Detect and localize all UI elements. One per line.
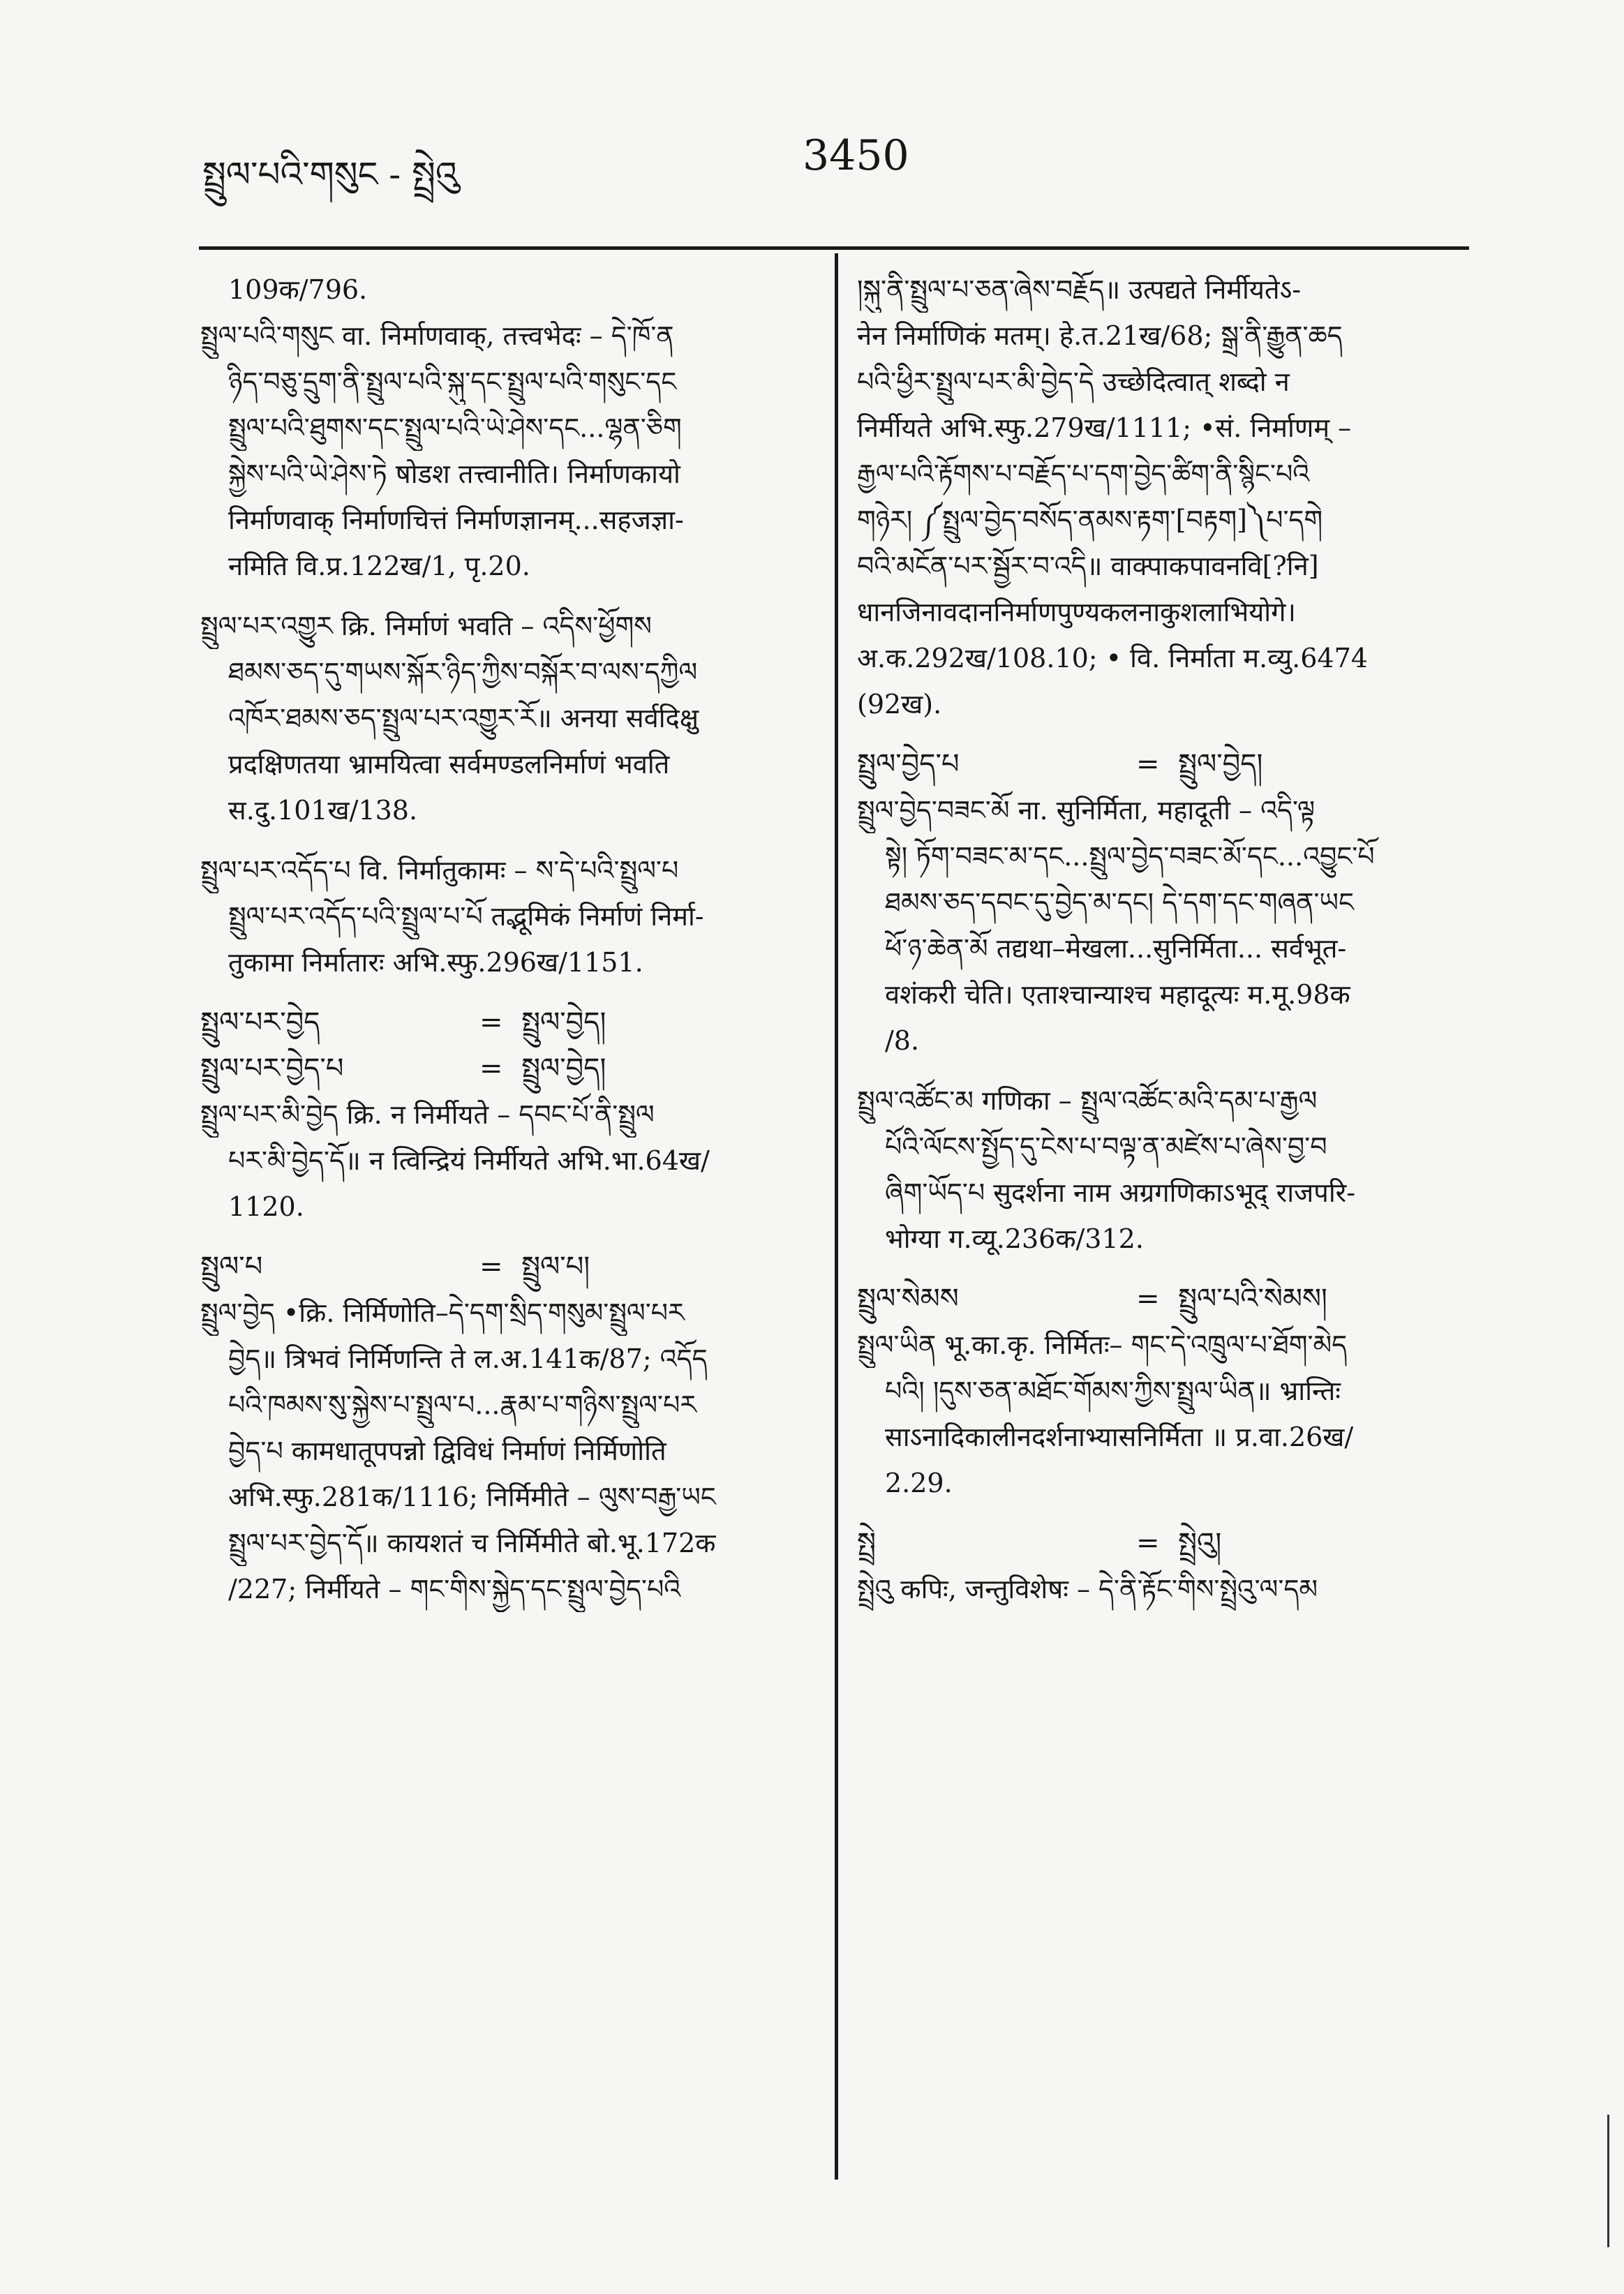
entry-gap bbox=[857, 1262, 1471, 1276]
text-line: (92ख). bbox=[857, 689, 942, 720]
text-line: निर्मीयते अभि.स्फु.279ख/1111; •सं. निर्माणम् – bbox=[857, 412, 1352, 443]
cross-reference-entry bbox=[200, 1244, 818, 1290]
cross-reference-entry bbox=[857, 1520, 1471, 1566]
margin-mark bbox=[1607, 2115, 1609, 2247]
text-line: སྐྱེས་པའི་ཡེ་ཤེས་ཏེ षोडश तत्त्वानीति। निर्माणकायो bbox=[228, 459, 680, 489]
equals-sign: = bbox=[1136, 1283, 1160, 1315]
reference-target: སྤྲེའུ། bbox=[1178, 1527, 1222, 1559]
headword: སྤྲེ bbox=[857, 1527, 876, 1559]
text-line: ཕོ་ཉ་ཆེན་མོ तद्यथा–मेखला...सुनिर्मिता... सर्वभूत- bbox=[885, 933, 1347, 964]
text-line: ཐམས་ཅད་དུ་གཡས་སྐོར་ཉིད་ཀྱིས་བསྐོར་བ་ལས་དཀྱིལ bbox=[228, 657, 698, 687]
text-line: སྤྲུལ་པར་འདོད་པའི་སྤྲུལ་པ་པོ तद्भूमिकं निर्माणं निर्मा- bbox=[228, 901, 704, 932]
header-rule bbox=[199, 246, 1469, 250]
text-line: साऽनादिकालीनदर्शनाभ्यासनिर्मिता ॥ प्र.वा.26ख/ bbox=[885, 1422, 1354, 1452]
entry-gap bbox=[200, 833, 818, 847]
entry-gap bbox=[857, 1064, 1471, 1078]
text-line: བྱེད་པ कामधातूपपन्नो द्विविधं निर्माणं निर्मिणोति bbox=[228, 1436, 666, 1466]
text-line: भोग्या ग.व्यू.236क/312. bbox=[885, 1223, 1144, 1254]
headword: སྤྲུལ་པར་བྱེད bbox=[200, 1006, 320, 1038]
text-line: तुकामा निर्मातारः अभि.स्फु.296ख/1151. bbox=[228, 947, 643, 978]
text-line: ཉིད་བཅུ་དྲུག་ནི་སྤྲུལ་པའི་སྐུ་དང་སྤྲུལ་པའི་གསུང་དང bbox=[228, 366, 677, 397]
column-divider bbox=[835, 253, 838, 2180]
text-line: निर्माणवाक् निर्माणचित्तं निर्माणज्ञानम्...सहजज्ञा- bbox=[228, 505, 684, 535]
text-line: གཉེར། ༼སྤྲུལ་བྱེད་བསོད་ནམས་རྟག་[བརྟག]༽པ་དགེ bbox=[857, 505, 1323, 535]
text-line: स.दु.101ख/138. bbox=[228, 795, 418, 826]
text-line: नेन निर्माणिकं मतम्। हे.त.21ख/68; སྒྲ་ནི་རྒྱུན་ཆད bbox=[857, 320, 1343, 351]
text-line: བྱེད॥ त्रिभवं निर्मिणन्ति ते ल.अ.141क/87; འདོད bbox=[228, 1343, 708, 1374]
text-line: སྤྲུལ་པར་མི་བྱེད क्रि. न निर्मीयते – དབང་པོ་ནི་སྤྲུལ bbox=[200, 1099, 655, 1130]
entry-gap bbox=[857, 727, 1471, 741]
text-line: वशंकरी चेति। एताश्चान्याश्च महादूत्यः म.मू.98क bbox=[885, 979, 1350, 1010]
cross-reference-entry bbox=[200, 1045, 818, 1092]
text-line: 109क/796. bbox=[228, 274, 368, 305]
text-line: །སྐུ་ནི་སྤྲུལ་པ་ཅན་ཞེས་བརྗོད॥ उत्पद्यते निर्मीयतेऽ- bbox=[857, 274, 1302, 305]
text-line: प्रदक्षिणतया भ्रामयित्वा सर्वमण्डलनिर्माणं भवति bbox=[228, 749, 670, 780]
text-line: སྤྲུལ་བྱེད་བཟང་མོ ना. सुनिर्मिता, महादूती – འདི་ལྟ bbox=[857, 795, 1316, 826]
text-line: སྤྲུལ་པའི་ཐུགས་དང་སྤྲུལ་པའི་ཡེ་ཤེས་དང...ལྷན་ཅིག bbox=[228, 412, 682, 443]
text-line: ཞིག་ཡོད་པ सुदर्शना नाम अग्रगणिकाऽभूद् राजपरि- bbox=[885, 1177, 1356, 1208]
equals-sign: = bbox=[479, 1006, 503, 1038]
text-line: པར་མི་བྱེད་དོ॥ न त्विन्द्रियं निर्मीयते अभि.भा.64ख/ bbox=[228, 1145, 710, 1176]
text-line: धानजिनावदाननिर्माणपुण्यकलनाकुशलाभियोगे। bbox=[857, 597, 1296, 627]
reference-target: སྤྲུལ་བྱེད། bbox=[1178, 748, 1263, 780]
text-line: /8. bbox=[885, 1025, 920, 1056]
text-line: པའི་ཕྱིར་སྤྲུལ་པར་མི་བྱེད་དེ उच्छेदित्वात् शब्दो न bbox=[857, 366, 1290, 397]
text-line: अ.क.292ख/108.10; • वि. निर्माता म.व्यु.6474 bbox=[857, 643, 1368, 673]
right-column bbox=[857, 267, 1471, 1612]
headword: སྤྲུལ་བྱེད་པ bbox=[857, 748, 960, 780]
text-line: /227; निर्मीयते – གང་གིས་སྐྱེད་དང་སྤྲུལ་བྱེད་པའི bbox=[228, 1574, 681, 1604]
text-line: སྤྲུལ་བྱེད •क्रि. निर्मिणोति–དེ་དག་སྲིད་གསུམ་སྤྲུལ་པར bbox=[200, 1297, 685, 1328]
entry-gap bbox=[200, 985, 818, 999]
text-line: པའི་ཁམས་སུ་སྐྱེས་པ་སྤྲུལ་པ...རྣམ་པ་གཉིས་སྤྲུལ་པར bbox=[228, 1390, 697, 1420]
entry-gap bbox=[200, 1230, 818, 1244]
text-line: ཐམས་ཅད་དབང་དུ་བྱེད་མ་དང། དེ་དག་དང་གཞན་ཡང bbox=[885, 887, 1354, 918]
reference-target: སྤྲུལ་བྱེད། bbox=[521, 1052, 606, 1085]
text-line: अभि.स्फु.281क/1116; निर्मिमीते – ལུས་བརྒྱ་ཡང bbox=[228, 1482, 716, 1512]
text-line: སྤྲུལ་འཚོང་མ गणिका – སྤྲུལ་འཚོང་མའི་དམ་པ་རྒྱལ bbox=[857, 1085, 1318, 1116]
text-line: སྤྲེའུ कपिः, जन्तुविशेषः – དེ་ནི་རྟོང་གིས་སྤྲེའུ་ལ་དམ bbox=[857, 1574, 1318, 1604]
equals-sign: = bbox=[1136, 1527, 1160, 1559]
running-head: སྤྲུལ་པའི་གསུང - སྤྲེའུ bbox=[202, 154, 459, 195]
headword: སྤྲུལ་པར་བྱེད་པ bbox=[200, 1052, 344, 1085]
reference-target: སྤྲུལ་པའི་སེམས། bbox=[1178, 1283, 1327, 1315]
text-line: 2.29. bbox=[885, 1468, 953, 1498]
page-number: 3450 bbox=[803, 131, 909, 180]
text-line: སྟེ། ཏོག་བཟང་མ་དང...སྤྲུལ་བྱེད་བཟང་མོ་དང...འབྱུང་པོ bbox=[885, 841, 1375, 872]
cross-reference-entry bbox=[857, 741, 1471, 787]
entry-gap bbox=[200, 589, 818, 603]
left-column bbox=[200, 267, 818, 1612]
cross-reference-entry bbox=[857, 1276, 1471, 1322]
reference-target: སྤྲུལ་པ། bbox=[521, 1251, 590, 1283]
text-line: བའི་མངོན་པར་སྦྱོར་བ་འདི॥ वाक्पाकपावनवि[?नि] bbox=[857, 551, 1319, 581]
text-line: རྒྱལ་པའི་རྟོགས་པ་བརྗོད་པ་དག་བྱེད་ཚིག་ནི་སྙིང་པའི bbox=[857, 459, 1310, 489]
text-line: སྤྲུལ་པར་འགྱུར क्रि. निर्माणं भवति – འདིས་ཕྱོགས bbox=[200, 611, 652, 641]
text-line: འཁོར་ཐམས་ཅད་སྤྲུལ་པར་འགྱུར་རོ॥ अनया सर्वदिक्षु bbox=[228, 703, 699, 733]
headword: སྤྲུལ་སེམས bbox=[857, 1283, 959, 1315]
equals-sign: = bbox=[1136, 748, 1160, 780]
cross-reference-entry bbox=[200, 999, 818, 1045]
headword: སྤྲུལ་པ bbox=[200, 1251, 263, 1283]
entry-gap bbox=[857, 1506, 1471, 1520]
text-line: नमिति वि.प्र.122ख/1, पृ.20. bbox=[228, 551, 530, 581]
reference-target: སྤྲུལ་བྱེད། bbox=[521, 1006, 606, 1038]
text-line: 1120. bbox=[228, 1191, 304, 1222]
text-line: སྤྲུལ་པའི་གསུང वा. निर्माणवाक्, तत्त्वभेदः – དེ་ཁོ་ན bbox=[200, 320, 674, 351]
text-line: སྤྲུལ་པར་བྱེད་དོ॥ कायशतं च निर्मिमीते बो.भू.172क bbox=[228, 1528, 716, 1558]
text-line: པའི། །དུས་ཅན་མཐོང་གོམས་ཀྱིས་སྤྲུལ་ཡིན॥ भ्रान्तिः bbox=[885, 1376, 1341, 1406]
text-line: སྤྲུལ་ཡིན भू.का.कृ. निर्मितः– གང་དེ་འཁྲུལ་པ་ཐོག་མེད bbox=[857, 1330, 1348, 1360]
equals-sign: = bbox=[479, 1052, 503, 1085]
text-line: པོའི་ལོངས་སྤྱོད་དུ་ངེས་པ་བལྟ་ན་མཛེས་པ་ཞེས་བྱ་བ bbox=[885, 1131, 1327, 1162]
text-line: སྤྲུལ་པར་འདོད་པ वि. निर्मातुकामः – ས་དེ་པའི་སྤྲུལ་པ bbox=[200, 855, 679, 886]
equals-sign: = bbox=[479, 1251, 503, 1283]
